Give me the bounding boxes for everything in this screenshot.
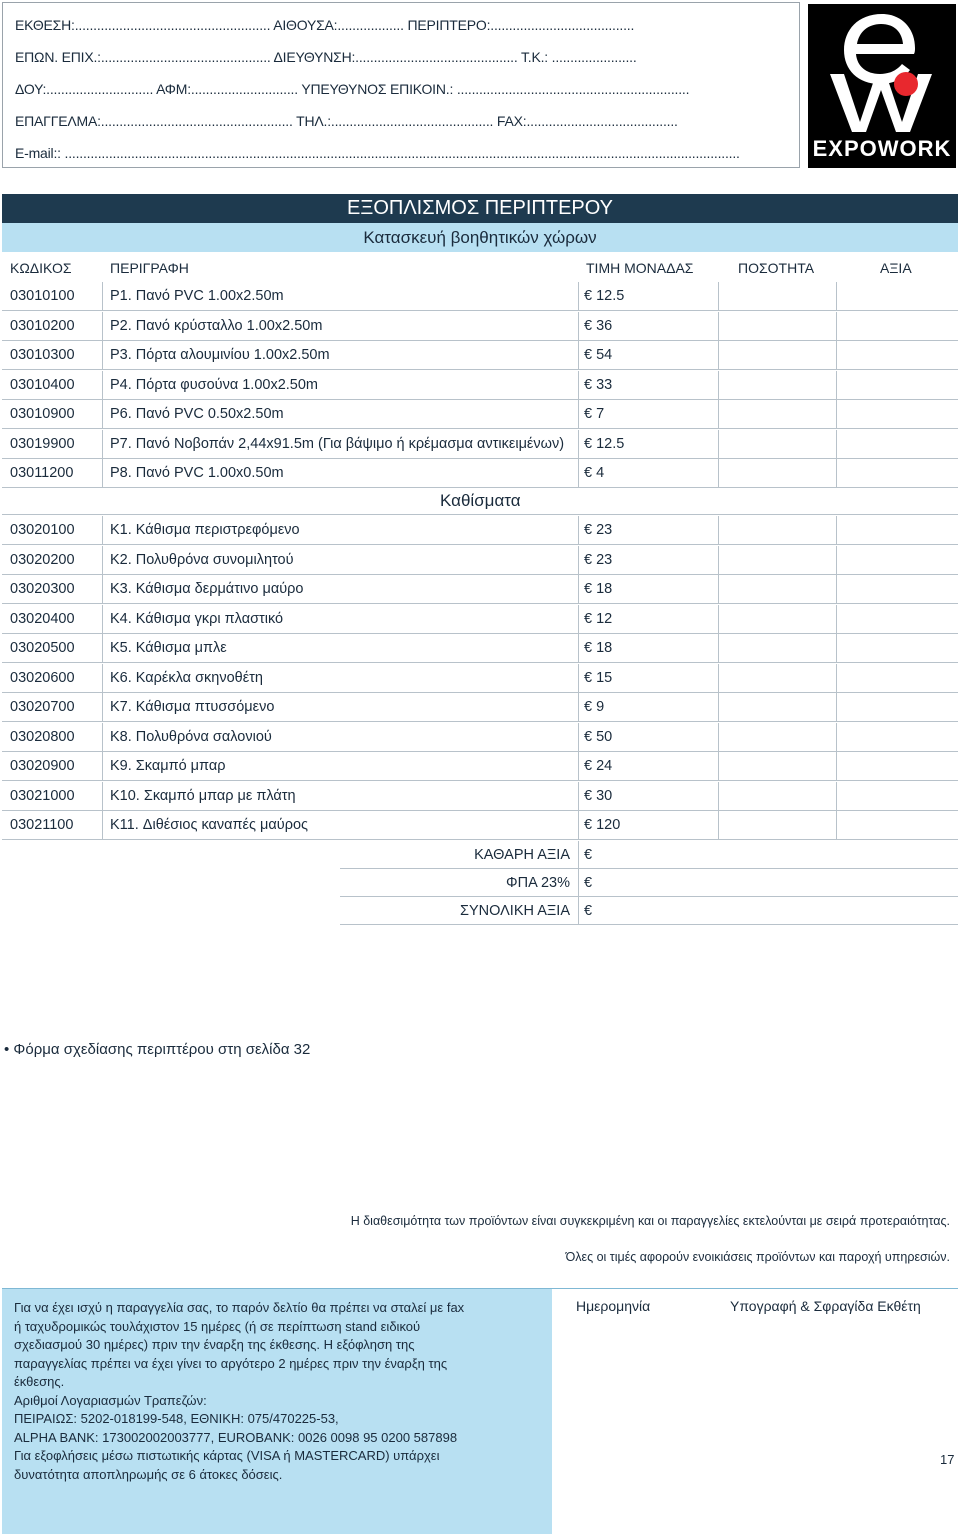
design-form-note: • Φόρμα σχεδίασης περιπτέρου στη σελίδα 32 — [4, 1041, 311, 1058]
payment-terms-line: έκθεσης. — [14, 1374, 65, 1389]
date-label: Ημερομηνία — [576, 1298, 651, 1314]
value-cell[interactable] — [840, 343, 954, 367]
quantity-cell[interactable] — [722, 314, 832, 338]
price-value: 15 — [596, 669, 613, 686]
item-code: 03020400 — [10, 610, 75, 627]
currency-symbol: € — [584, 288, 593, 304]
page-number: 17 — [940, 1452, 955, 1467]
quantity-cell[interactable] — [722, 284, 832, 308]
item-code: 03020800 — [10, 728, 75, 745]
value-cell[interactable] — [840, 813, 954, 837]
item-code: 03010400 — [10, 376, 75, 393]
vat-label: ΦΠΑ 23% — [506, 875, 570, 891]
item-description: P4. Πόρτα φυσούνα 1.00x2.50m — [110, 376, 319, 393]
item-description: K10. Σκαμπό μπαρ με πλάτη — [110, 787, 296, 804]
item-price — [584, 699, 604, 715]
item-price — [584, 611, 612, 627]
item-description: K1. Κάθισμα περιστρεφόμενο — [110, 522, 300, 538]
item-description: K9. Σκαμπό μπαρ — [110, 758, 226, 774]
value-cell[interactable] — [840, 636, 954, 660]
item-code: 03021100 — [10, 817, 74, 833]
item-description: P6. Πανό PVC 0.50x2.50m — [110, 406, 284, 422]
net-value-label: ΚΑΘΑΡΗ ΑΞΙΑ — [474, 847, 570, 863]
currency-symbol: € — [584, 728, 593, 745]
currency-symbol: € — [584, 317, 593, 334]
value-cell[interactable] — [840, 461, 954, 485]
item-description: P8. Πανό PVC 1.00x0.50m — [110, 465, 284, 481]
value-cell[interactable] — [840, 784, 954, 808]
currency-symbol: € — [584, 581, 593, 597]
item-code: 03020500 — [10, 640, 75, 656]
item-code: 03021000 — [10, 787, 75, 804]
item-code: 03020600 — [10, 669, 75, 686]
table-row — [2, 282, 958, 311]
item-description: K11. Διθέσιος καναπές μαύρος — [110, 817, 309, 833]
total-value-label: ΣΥΝΟΛΙΚΗ ΑΞΙΑ — [459, 903, 570, 919]
table-row — [2, 693, 958, 722]
price-value: 9 — [596, 699, 605, 715]
item-price — [584, 377, 612, 393]
total-value-currency[interactable]: € — [584, 903, 593, 919]
currency-symbol: € — [584, 787, 593, 804]
currency-symbol: € — [584, 669, 593, 686]
item-description: K2. Πολυθρόνα συνομιλητού — [110, 551, 294, 568]
item-code: 03010200 — [10, 317, 75, 334]
table-row — [2, 575, 958, 604]
section-title: ΕΞΟΠΛΙΣΜΟΣ ΠΕΡΙΠΤΕΡΟΥ — [2, 194, 958, 223]
item-price — [584, 817, 620, 833]
item-code: 03010300 — [10, 347, 75, 363]
value-cell[interactable] — [840, 577, 954, 601]
item-code: 03020900 — [10, 758, 75, 774]
value-cell[interactable] — [840, 695, 954, 719]
item-code: 03010100 — [10, 288, 75, 304]
quantity-cell[interactable] — [722, 695, 832, 719]
expowork-wordmark: EXPOWORK — [812, 136, 952, 161]
payment-terms-line: ΠΕΙΡΑΙΩΣ: 5202-018199-548, ΕΘΝΙΚΗ: 075/470225-53, — [14, 1411, 339, 1426]
table-row — [2, 312, 958, 341]
col-header-code: ΚΩΔΙΚΟΣ — [10, 260, 72, 276]
price-value: 12 — [596, 610, 613, 627]
quantity-cell[interactable] — [722, 518, 832, 542]
quantity-cell[interactable] — [722, 343, 832, 367]
value-cell[interactable] — [840, 284, 954, 308]
availability-disclaimer: Η διαθεσιμότητα των προϊόντων είναι συγκεκριμένη και οι παραγγελίες εκτελούνται με σειρά προτεραιότητας. — [350, 1214, 950, 1228]
currency-symbol: € — [584, 610, 593, 627]
quantity-cell[interactable] — [722, 725, 832, 749]
quantity-cell[interactable] — [722, 577, 832, 601]
currency-symbol: € — [584, 551, 593, 568]
payment-terms-line: Αριθμοί Λογαριασμών Τραπεζών: — [14, 1392, 207, 1408]
ew-logo-mark — [808, 4, 956, 134]
quantity-cell[interactable] — [722, 373, 832, 397]
quantity-cell[interactable] — [722, 461, 832, 485]
table-row — [2, 400, 958, 429]
price-value: 18 — [596, 581, 613, 597]
col-header-unit-price: ΤΙΜΗ ΜΟΝΑΔΑΣ — [586, 260, 694, 276]
currency-symbol: € — [584, 699, 593, 715]
item-description: K4. Κάθισμα γκρι πλαστικό — [110, 610, 284, 627]
form-line-email[interactable]: E-mail:: ....................................................................................................................................................................................... — [15, 145, 740, 161]
item-code: 03019900 — [10, 435, 75, 452]
form-line-tax[interactable]: ΔΟΥ:............................. ΑΦΜ:............................. ΥΠΕΥΘΥΝΟΣ ΕΠΙΚΟΙΝ.: ............................................................... — [15, 81, 690, 97]
payment-terms-line: σχεδιασμού 30 ημέρες) πριν την έναρξη της έκθεσης. Η εξόφληση της — [14, 1337, 415, 1352]
currency-symbol: € — [584, 640, 593, 656]
col-header-quantity: ΠΟΣΟΤΗΤΑ — [738, 260, 815, 276]
value-cell[interactable] — [840, 607, 954, 631]
currency-symbol: € — [584, 465, 593, 481]
quantity-cell[interactable] — [722, 402, 832, 426]
currency-symbol: € — [584, 758, 593, 774]
item-price — [584, 729, 612, 745]
form-line-exhibition[interactable]: ΕΚΘΕΣΗ:..................................................... ΑΙΘΟΥΣΑ:.................. ΠΕΡΙΠΤΕΡΟ:....................................... — [15, 17, 635, 33]
price-value: 18 — [596, 640, 613, 656]
section-subtitle: Κατασκευή βοηθητικών χώρων — [2, 223, 958, 252]
item-code: 03010900 — [10, 406, 75, 422]
price-value: 23 — [596, 551, 613, 568]
quantity-cell[interactable] — [722, 636, 832, 660]
table-row — [2, 371, 958, 400]
net-value-currency[interactable]: € — [584, 847, 593, 863]
payment-terms-line: Για να έχει ισχύ η παραγγελία σας, το παρόν δελτίο θα πρέπει να σταλεί με fax — [14, 1300, 465, 1315]
item-price — [584, 788, 612, 804]
price-value: 54 — [596, 347, 613, 363]
form-line-profession[interactable]: ΕΠΑΓΓΕΛΜΑ:.................................................... ΤΗΛ.:............................................ FAX:......................................... — [15, 113, 678, 129]
price-value: 30 — [596, 787, 613, 804]
payment-terms-line: ALPHA BANK: 173002002003777, EUROBANK: 0026 0098 95 0200 587898 — [14, 1429, 458, 1445]
item-description: P3. Πόρτα αλουμινίου 1.00x2.50m — [110, 347, 330, 363]
signature-label: Υπογραφή & Σφραγίδα Εκθέτη — [730, 1298, 921, 1314]
table-row — [2, 430, 958, 459]
price-value: 50 — [596, 728, 613, 745]
value-cell[interactable] — [840, 314, 954, 338]
table-row — [2, 516, 958, 545]
table-row — [2, 664, 958, 693]
item-description: P2. Πανό κρύσταλλο 1.00x2.50m — [110, 317, 323, 334]
col-header-value: ΑΞΙΑ — [880, 260, 912, 276]
item-description: K6. Καρέκλα σκηνοθέτη — [110, 669, 263, 686]
item-price — [584, 436, 624, 452]
item-price — [584, 288, 624, 304]
price-value: 12.5 — [596, 288, 625, 304]
price-value: 4 — [596, 465, 605, 481]
value-cell[interactable] — [840, 548, 954, 572]
section-seating-title: Καθίσματα — [440, 491, 521, 510]
price-value: 120 — [596, 817, 621, 833]
quantity-cell[interactable] — [722, 813, 832, 837]
payment-terms-line: Για εξοφλήσεις μέσω πιστωτικής κάρτας (VISA ή MASTERCARD) υπάρχει — [14, 1448, 440, 1463]
item-description: K3. Κάθισμα δερμάτινο μαύρο — [110, 581, 304, 597]
table-row — [2, 634, 958, 663]
item-description: K8. Πολυθρόνα σαλονιού — [110, 728, 272, 745]
item-price — [584, 670, 612, 686]
price-value: 23 — [596, 522, 613, 538]
quantity-cell[interactable] — [722, 754, 832, 778]
value-cell[interactable] — [840, 402, 954, 426]
item-description: P1. Πανό PVC 1.00x2.50m — [110, 288, 284, 304]
quantity-cell[interactable] — [722, 607, 832, 631]
price-value: 12.5 — [596, 435, 625, 452]
value-cell[interactable] — [840, 373, 954, 397]
vat-currency[interactable]: € — [584, 875, 593, 891]
item-price — [584, 347, 612, 363]
payment-terms-line: δυνατότητα αποπληρωμής σε 6 άτοκες δόσεις. — [14, 1466, 283, 1482]
item-code: 03020300 — [10, 581, 75, 597]
vat-row — [340, 869, 958, 897]
table-row — [2, 782, 958, 811]
currency-symbol: € — [584, 435, 593, 452]
payment-terms-box — [2, 1289, 552, 1534]
table-row — [2, 605, 958, 634]
item-code: 03020100 — [10, 522, 75, 538]
currency-symbol: € — [584, 817, 593, 833]
table-row — [2, 546, 958, 575]
item-description: K5. Κάθισμα μπλε — [110, 640, 227, 656]
item-price — [584, 522, 612, 538]
value-cell[interactable] — [840, 725, 954, 749]
table-row — [2, 752, 958, 781]
net-value-row — [340, 841, 958, 869]
value-cell[interactable] — [840, 754, 954, 778]
table-row — [2, 341, 958, 370]
currency-symbol: € — [584, 406, 593, 422]
currency-symbol: € — [584, 376, 593, 393]
table-row — [2, 723, 958, 752]
currency-symbol: € — [584, 347, 593, 363]
total-value-row — [340, 897, 958, 925]
price-value: 36 — [596, 317, 613, 334]
expowork-logo — [808, 4, 956, 168]
item-price — [584, 465, 604, 481]
value-cell[interactable] — [840, 518, 954, 542]
item-description: P7. Πανό Νοβοπάν 2,44x91.5m (Για βάψιμο ή κρέμασμα αντικειμένων) — [110, 435, 565, 452]
value-cell[interactable] — [840, 432, 954, 456]
pricing-disclaimer: Όλες οι τιμές αφορούν ενοικιάσεις προϊόντων και παροχή υπηρεσιών. — [565, 1250, 950, 1264]
table-row — [2, 459, 958, 488]
exhibitor-info-form — [2, 2, 800, 168]
item-price — [584, 406, 604, 422]
quantity-cell[interactable] — [722, 548, 832, 572]
item-price — [584, 318, 612, 334]
item-description: K7. Κάθισμα πτυσσόμενο — [110, 699, 275, 715]
table-row — [2, 811, 958, 840]
item-price — [584, 552, 612, 568]
payment-terms-line: παραγγελίας πρέπει να έχει γίνει το αργότερο 2 ημέρες πριν την έναρξη της — [14, 1355, 448, 1371]
item-code: 03011200 — [10, 465, 74, 481]
section-seating — [2, 486, 958, 515]
price-value: 33 — [596, 376, 613, 393]
item-code: 03020700 — [10, 699, 75, 715]
payment-terms-line: ή ταχυδρομικώς τουλάχιστον 15 ημέρες (ή σε περίπτωση stand ειδικού — [14, 1318, 421, 1334]
currency-symbol: € — [584, 522, 593, 538]
quantity-cell[interactable] — [722, 432, 832, 456]
form-line-company[interactable]: ΕΠΩΝ. ΕΠΙΧ.:.............................................. ΔΙΕΥΘΥΝΣΗ:............................................ Τ.Κ.: ....................... — [15, 49, 637, 65]
value-cell[interactable] — [840, 666, 954, 690]
item-code: 03020200 — [10, 551, 75, 568]
item-price — [584, 581, 612, 597]
quantity-cell[interactable] — [722, 666, 832, 690]
col-header-description: ΠΕΡΙΓΡΑΦΗ — [110, 260, 189, 276]
item-price — [584, 758, 612, 774]
item-price — [584, 640, 612, 656]
price-value: 7 — [596, 406, 605, 422]
price-value: 24 — [596, 758, 613, 774]
quantity-cell[interactable] — [722, 784, 832, 808]
